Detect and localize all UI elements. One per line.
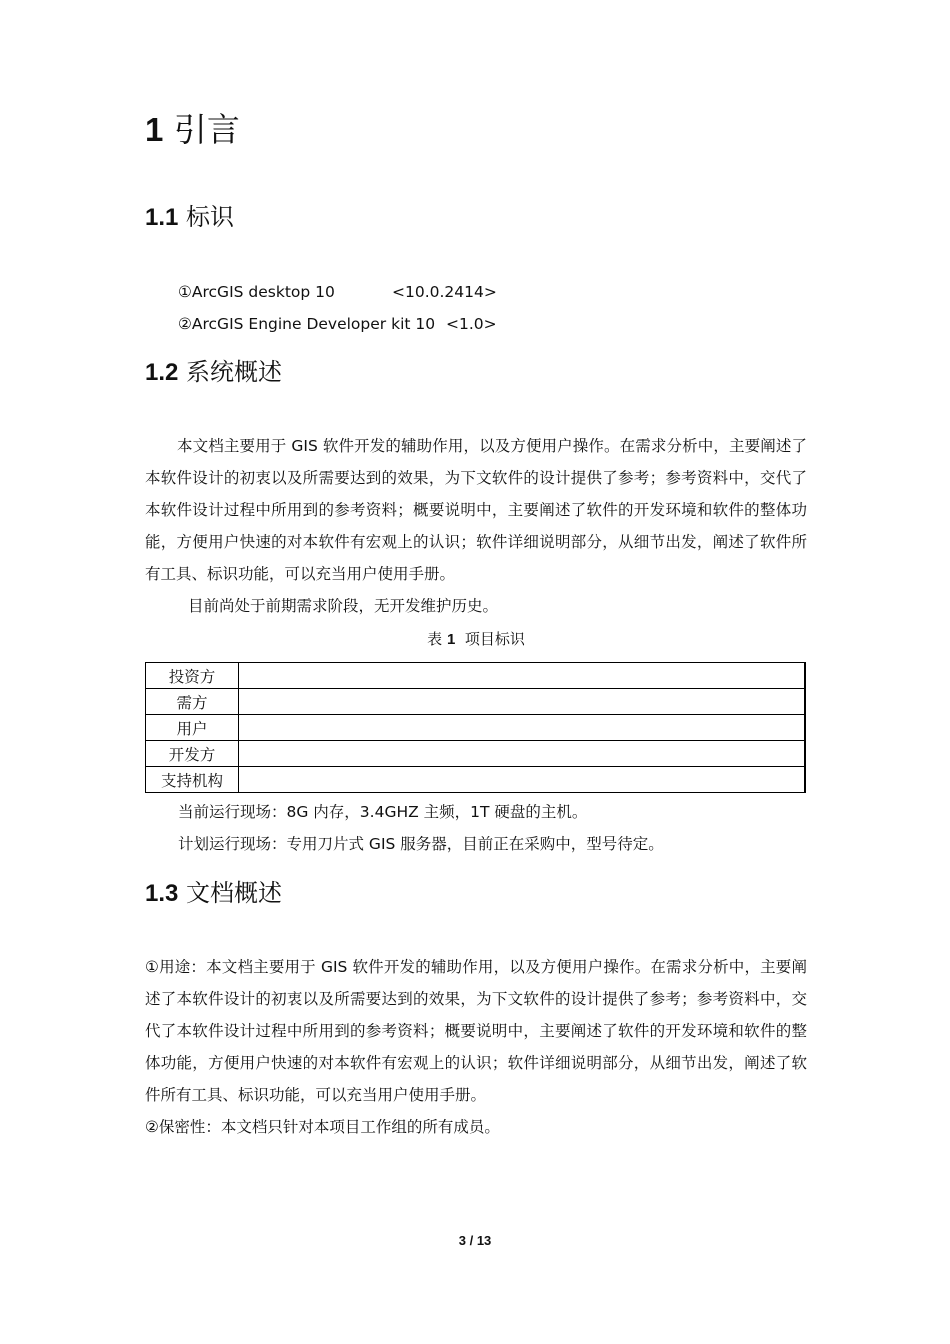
table-row xyxy=(146,767,806,793)
identification-item-name: ②ArcGIS Engine Developer kit 10 xyxy=(178,315,436,333)
section-number: 1.1 xyxy=(145,204,179,231)
section-title: 系统概述 xyxy=(186,358,283,386)
table-row-value xyxy=(239,663,806,689)
section-1-1-heading xyxy=(145,199,234,236)
table-row-label: 开发方 xyxy=(146,741,239,767)
table-row xyxy=(146,663,806,689)
table-row xyxy=(146,741,806,767)
identification-item-version: <1.0> xyxy=(446,315,497,333)
table-caption xyxy=(145,628,807,651)
document-overview-paragraph: ②保密性：本文档只针对本项目工作组的所有成员。 xyxy=(145,1118,500,1136)
table-caption-prefix: 表 xyxy=(427,630,443,648)
table-row-label: 投资方 xyxy=(146,663,239,689)
table-caption-number: 1 xyxy=(446,631,456,648)
section-title: 引言 xyxy=(173,110,240,149)
table-row-label: 支持机构 xyxy=(146,767,239,793)
section-number: 1.3 xyxy=(145,880,179,907)
table-row-value xyxy=(239,689,806,715)
identification-item-version: <10.0.2414> xyxy=(392,283,497,301)
total-pages-number: 13 xyxy=(476,1233,492,1248)
table-row xyxy=(146,689,806,715)
table-row-label: 用户 xyxy=(146,715,239,741)
current-page-number: 3 xyxy=(458,1233,466,1248)
page-number xyxy=(0,1232,950,1250)
table-caption-title: 项目标识 xyxy=(464,630,525,648)
section-1-3-heading xyxy=(145,875,282,912)
section-number: 1 xyxy=(145,111,164,148)
section-title: 文档概述 xyxy=(186,879,283,907)
section-1-2-heading xyxy=(145,354,282,391)
system-overview-paragraph: 本文档主要用于 GIS 软件开发的辅助作用，以及方便用户操作。在需求分析中，主要阐述了本软件设计的初衷以及所需要达到的效果，为下文软件的设计提供了参考；参考资料中，交代了本软件设计过程中所用到的参考资料；概要说明中，主要阐述了软件的开发环境和软件的整体功能，方便用户快速的对本软件有宏观上的认识；软件详细说明部分，从细节出发，阐述了软件所有工具、标识功能，可以充当用户使用手册。 xyxy=(145,437,807,583)
identification-item-name: ①ArcGIS desktop 10 xyxy=(178,283,335,301)
planned-environment-text: 计划运行现场：专用刀片式 GIS 服务器，目前正在采购中，型号待定。 xyxy=(178,835,664,853)
page-separator: / xyxy=(469,1233,474,1248)
project-identification-table xyxy=(145,662,806,793)
section-number: 1.2 xyxy=(145,359,179,386)
document-overview-paragraph: ①用途：本文档主要用于 GIS 软件开发的辅助作用，以及方便用户操作。在需求分析中，主要阐述了本软件设计的初衷以及所需要达到的效果，为下文软件的设计提供了参考；参考资料中，交代了本软件设计过程中所用到的参考资料；概要说明中，主要阐述了软件的开发环境和软件的整体功能，方便用户快速的对本软件有宏观上的认识；软件详细说明部分，从细节出发，阐述了软件所有工具、标识功能，可以充当用户使用手册。 xyxy=(145,958,807,1104)
table-row-value xyxy=(239,741,806,767)
table-row-label: 需方 xyxy=(146,689,239,715)
table-row xyxy=(146,715,806,741)
current-environment-text: 当前运行现场：8G 内存，3.4GHZ 主频，1T 硬盘的主机。 xyxy=(178,803,588,821)
section-1-heading xyxy=(145,106,240,154)
table-row-value xyxy=(239,767,806,793)
system-overview-paragraph: 目前尚处于前期需求阶段，无开发维护历史。 xyxy=(188,597,499,615)
table-row-value xyxy=(239,715,806,741)
section-title: 标识 xyxy=(186,203,235,231)
